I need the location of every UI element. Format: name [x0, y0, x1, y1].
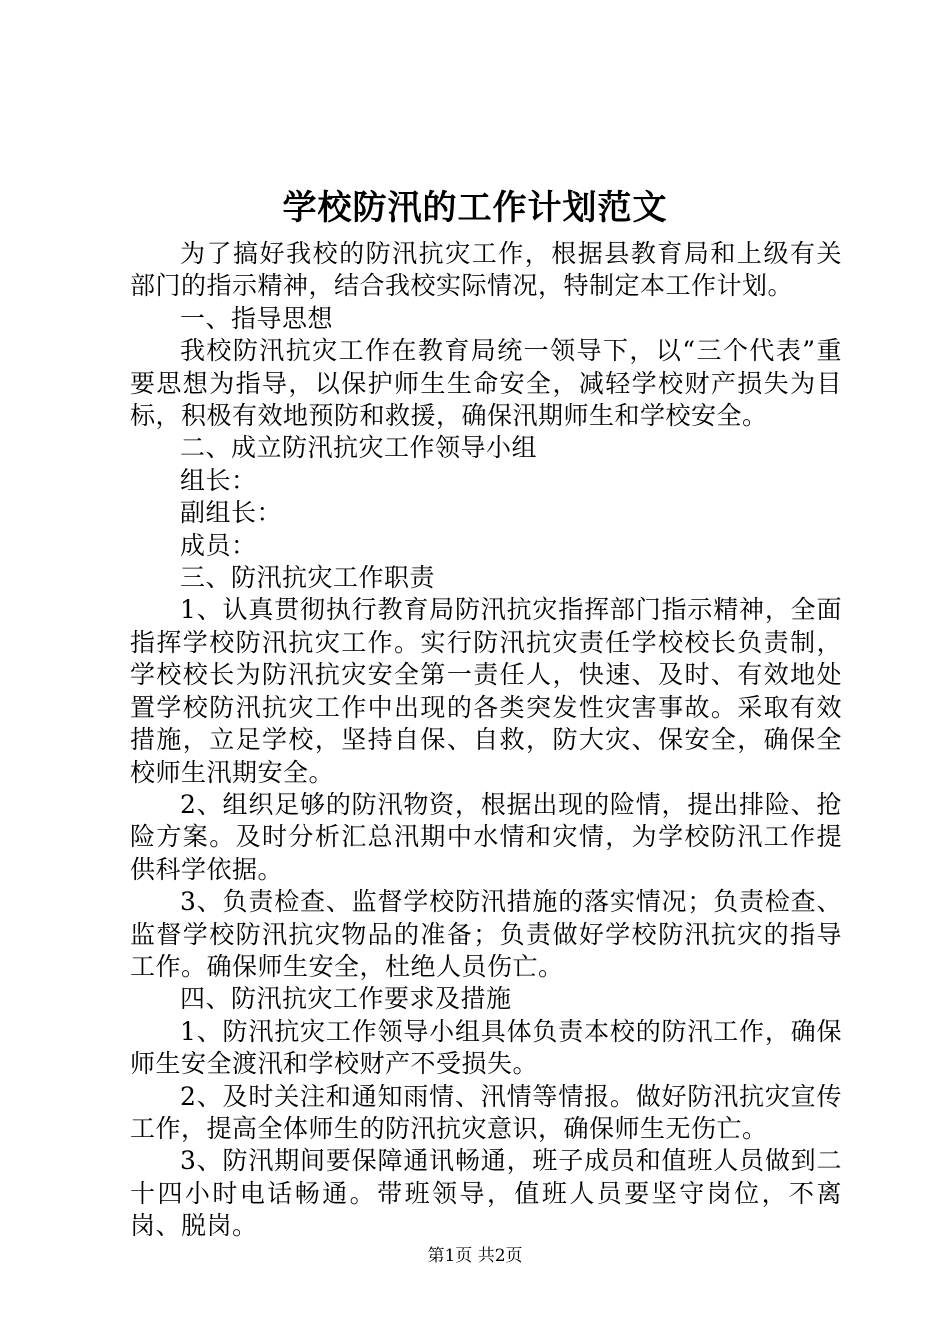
intro-paragraph: 为了搞好我校的防汛抗灾工作，根据县教育局和上级有关部门的指示精神，结合我校实际情况，特制定本工作计划。 [130, 239, 842, 301]
duty-paragraph-1: 1、认真贯彻执行教育局防汛抗灾指挥部门指示精神，全面指挥学校防汛抗灾工作。实行防汛抗灾责任学校校长负责制，学校校长为防汛抗灾安全第一责任人，快速、及时、有效地处置学校防汛抗灾工作中出现的各类突发性灾害事故。采取有效措施，立足学校，坚持自保、自救，防大灾、保安全，确保全校师生汛期安全。 [130, 595, 842, 787]
document-title: 学校防汛的工作计划范文 [282, 188, 668, 228]
members-line: 成员： [180, 530, 257, 560]
guiding-idea-paragraph: 我校防汛抗灾工作在教育局统一领导下，以“三个代表”重要思想为指导，以保护师生生命安全，减轻学校财产损失为目标，积极有效地预防和救援，确保汛期师生和学校安全。 [130, 336, 842, 431]
requirement-paragraph-2: 2、及时关注和通知雨情、汛情等情报。做好防汛抗灾宣传工作，提高全体师生的防汛抗灾意识，确保师生无伤亡。 [130, 1081, 842, 1143]
duty-paragraph-3: 3、负责检查、监督学校防汛措施的落实情况；负责检查、监督学校防汛抗灾物品的准备；负责做好学校防汛抗灾的指导工作。确保师生安全，杜绝人员伤亡。 [130, 887, 842, 981]
section-heading-guiding-idea: 一、指导思想 [180, 303, 334, 333]
duty-paragraph-2: 2、组织足够的防汛物资，根据出现的险情，提出排险、抢险方案。及时分析汇总汛期中水情和灾情，为学校防汛工作提供科学依据。 [130, 789, 842, 884]
group-leader-line: 组长： [180, 465, 257, 495]
requirement-paragraph-1: 1、防汛抗灾工作领导小组具体负责本校的防汛工作，确保师生安全渡汛和学校财产不受损失。 [130, 1016, 842, 1079]
page-footer: 第1页 共2页 [427, 1246, 523, 1266]
requirement-paragraph-3: 3、防汛期间要保障通讯畅通，班子成员和值班人员做到二十四小时电话畅通。带班领导，值班人员要坚守岗位，不离岗、脱岗。 [130, 1146, 842, 1241]
section-heading-leadership-group: 二、成立防汛抗灾工作领导小组 [180, 433, 538, 463]
document-body [130, 238, 842, 1243]
section-heading-duties: 三、防汛抗灾工作职责 [180, 563, 436, 593]
section-heading-requirements: 四、防汛抗灾工作要求及措施 [180, 984, 512, 1014]
deputy-leader-line: 副组长： [180, 498, 283, 528]
